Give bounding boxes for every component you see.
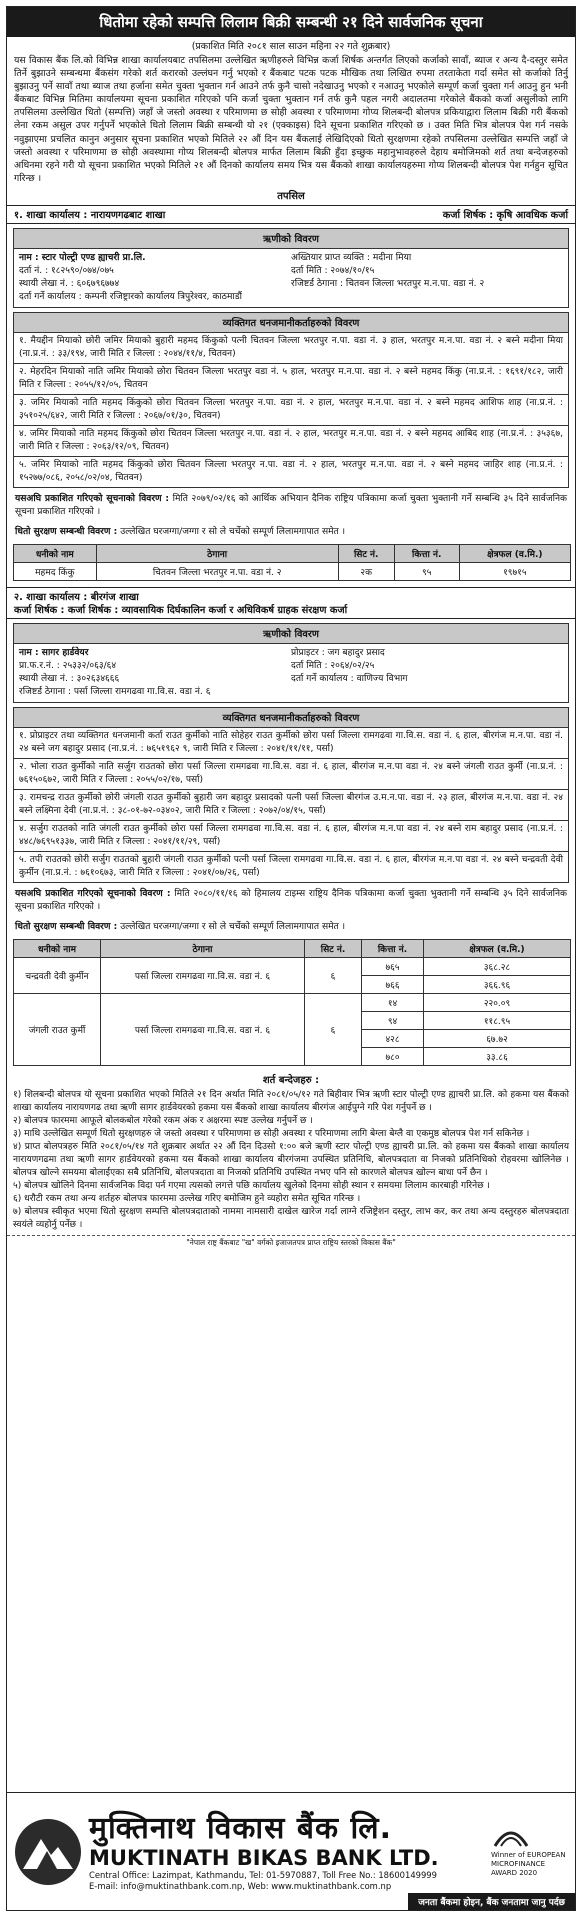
intro-paragraph: यस विकास बैंक लि.को विभिन्न शाखा कार्यालयबाट तपसिलमा उल्लेखित ऋणीहरुले विभिन्न कर्जा शिर्षक अन्तर्गत लिएको कर्जाको सावाँ, ब्याज र अन्य दै-दस्तुर समेत तिर्ने बुझाउने सम्बन्धमा बैंकसंग गरेको शर्त करारको उल्लंघन गर्नु भएको र बैंकबाट पटक पटक मौखिक तथा लिखित रुपमा तरताकेता गर्दा समेत सो कर्जाको तिर्नु बुझाउनु पर्ने सावाँ तथा ब्याज तथा हर्जाना समेत चुक्ता भुक्तान गर्न आउने तर्फ कुनै चासो नदेखाउनु भएको र नआउनु भएकोले सम्पूर्ण कर्जा चुक्ता गर्न आउनु हुन भनी बैंकबाट विभिन्न मितिमा कार्यालयमा सूचना प्रकाशित गरिएको पनि कर्जा चुक्ता भुक्तान गर्न तर्फ कुनै पहल नगरी अदालतमा गरेकोले बैंकको कर्जा असुलीको लागि तपसिलमा उल्लेखित धितो (सम्पत्ति) जहाँ जे जस्तो अवस्था र परिमाणमा छ सोही अवस्था र परिमाणमा गोप्य शिलबन्दी बोलपत्र प्रकियाद्वारा लिलाम बिक्री गरी बैंकको लेना रकम असुल उपर गर्नुपर्ने भएकोले धितो लिलाम बिक्री सम्बन्धी यो २१ (एक्काइस) दिने सूचना प्रकाशित गरिएको छ । उक्त मिति भित्र बोलपत्र पेश गर्न नसके नवुझाएमा प्रचलित कानुन अनुसार सूचना प्रकाशित भएको मितिले २२ औं दिन यस बैंकलाई लेखिदिएको धितो सुरक्षणमा रहेको तपसिलमा उल्लेखित सम्पत्ति जहाँ जे जस्तो अवस्था र परिमाणमा छ सोही अवस्थामा गोप्य शिलबन्दी बोलपत्र मार्फत लिलाम बिक्री हुँदा इच्छुक महानुभावहरुले देहाय बमोजिमको शर्त तथा बन्देजहरुको अधिनमा रहने गरी यो सूचना प्रकाशित भएको मितिले २१ औं दिनको कार्यालय समय भित्र यस बैंकको शाखा कार्यालयहरुमा गोप्य शिलबन्दी बोलपत्र पेश गर्नहुन सूचित गरिन्छ । [14, 55, 568, 184]
col-area: क्षेत्रफल (व.मि.) [459, 544, 570, 562]
table-row [14, 993, 571, 1011]
condition-item: २) बोलपत्र फारममा आफूले बोलकबोल गरेको रकम अंक र अक्षरमा स्पष्ट उल्लेख गर्नुपर्ने छ । [13, 1115, 313, 1126]
loan-type: कर्जा शिर्षक : कर्जा शिर्षक : व्यावसायिक दिर्घकालिन कर्जा र अधिविकर्ष ग्राहक संरक्षण कर्जा [14, 604, 348, 616]
borrower-heading: ऋणीको विवरण [13, 228, 569, 249]
pan-no: स्थायी लेखा नं. : ३०२६३४६६६ [19, 673, 120, 684]
security-label: धितो सुरक्षण सम्बन्धी विवरण : [15, 921, 118, 932]
area: ६७.७२ [424, 1029, 571, 1047]
registration-office: दर्ता गर्ने कार्यालय : वाणिज्य विभाग [291, 673, 408, 684]
guarantor-item: १. प्रोप्राइटर तथा व्यक्तिगत धनजमानी कर्ता राउत कुर्मीको नाति सोहेहर राउत कुर्मीको छोरा पर्सा जिल्ला रामगढवा गा.वि.स. वडा नं. ६ हाल, बीरगंज म.न.पा. वडा नं. २४ बस्ने जग बहादुर प्रसाद (ना.प्र.नं. : ७६५१९६२ ९, जारी मिति र जिल्ला : २०४१/११/११, पर्सा) [13, 728, 569, 759]
pan-no: स्थायी लेखा नं. : ६०६७९६७७४ [19, 278, 120, 289]
bank-name-english: MUKTINATH BIKAS BANK LTD. [89, 1845, 439, 1870]
registration-no: दर्ता नं. : १८२५९०/०७४/०७५ [19, 265, 114, 276]
prior-notice [13, 491, 569, 521]
guarantor-item: ३. रामचन्द्र राउत कुर्मीको छोरी जंगली राउत कुर्मीको बुहारी जग बहादुर प्रसादको पत्नी पर्सा जिल्ला बीरगंज उ.म.न.पा. वडा नं. २३ हाल, बीरगंज म.न.पा. वडा नं. २४ बस्ने लक्ष्मिना देवी (ना.प्र.नं. : ३८-०१-७२-०३४०२, जारी मिति र जिल्ला : २०७२/०४/१५, पर्सा) [13, 790, 569, 821]
condition-item: ३) माथि उल्लेखित सम्पूर्ण धितो सुरक्षणहरु जे जस्तो अवस्था र परिमाणमा छ सोही अवस्था र परिमाणमा लागि बेग्ला बेग्लै वा एकमुष्ठ बोलपत्र पेश गर्न सकिनेछ । [13, 1128, 530, 1139]
guarantor-item: ४. सर्जुग राउतको नाति जंगली राउत कुर्मीको छोरा पर्सा जिल्ला रामगढवा गा.वि.स. वडा नं. ६ हाल, बीरगंज म.न.पा वडा नं. २४ बस्ने राम बहादुर प्रसाद (ना.प्र.नं. : ४४८/७६९५१३३७, जारी मिति र जिल्ला : २०४१/११/२९, पर्सा) [13, 821, 569, 852]
borrower-name: नाम : स्टार पोल्ट्री एण्ड ह्याचरी प्रा.लि. [19, 252, 146, 263]
contact-web: E-mail: info@muktinathbank.com.np, Web: www.muktinathbank.com.np [89, 1880, 392, 1891]
award-icon [491, 1826, 531, 1848]
parcel-no: ७६५ [362, 957, 424, 975]
col-sheet: सिट नं. [338, 544, 394, 562]
collateral-table [13, 544, 571, 581]
col-address: ठेगाना [96, 544, 338, 562]
parcel-no: ४२८ [362, 1029, 424, 1047]
area: १९७१५ [459, 562, 570, 580]
prior-notice-text: मिति २०८०/११/१६ को हिमालय टाइम्स राष्ट्रिय दैनिक पत्रिकामा कर्जा चुक्ता भुक्तानी गर्ने सम्बन्धि ३५ दिने सार्वजनिक सूचना प्रकाशित गरिएको । [15, 888, 567, 912]
condition-item: १) शिलबन्दी बोलपत्र यो सूचना प्रकाशित भएको मितिले २१ दिन अर्थात मिति २०८१/०५/१२ गते बिहीवार भित्र ऋणी स्टार पोल्ट्री एण्ड ह्याचरी प्रा.लि. को हकमा यस बैंकको शाखा कार्यालय नारायणगढ तथा ऋणी सागर हार्डवेयरको हकमा यस बैंकको शाखा कार्यालय बीरगंज आईपुग्ने गरि पेश गर्नुपर्ने छ । [13, 1089, 569, 1113]
parcel-no: ७६६ [362, 975, 424, 993]
tapasil-heading: तपसिल [277, 190, 305, 202]
bank-logo-icon [13, 1817, 83, 1887]
parcel-no: १४ [362, 993, 424, 1011]
bank-identity [83, 1812, 491, 1892]
guarantor-heading: व्यक्तिगत धनजमानीकर्ताहरुको विवरण [13, 707, 569, 728]
area: ११८.९५ [424, 1011, 571, 1029]
prior-notice-label: यसअघि प्रकाशित गरिएको सूचनाको विवरण : [15, 888, 171, 899]
section-header [7, 587, 575, 619]
borrower-details [13, 249, 569, 308]
registered-address: रजिष्टर्ड ठेगाना : पर्सा जिल्ला रामगढवा गा.वि.स. वडा नं. ६ [19, 686, 211, 697]
registration-no: प्रा.फ.र.नं. : २५३३२/०६३/६४ [19, 660, 117, 671]
bank-tagline: जनता बैंकमा होइन, बैंक जनतामा जानु पर्दछ [408, 1893, 575, 1910]
security-text: उल्लेखित घरजग्गा/जग्गा र सो ले चर्चेको सम्पूर्ण लिलामगापात समेत । [120, 921, 346, 932]
parcel-no: ९५ [394, 562, 459, 580]
area: ३६६.९६ [424, 975, 571, 993]
award-badge [491, 1826, 569, 1878]
col-owner: धनीको नाम [14, 939, 101, 957]
section-header [7, 205, 575, 224]
col-owner: धनीको नाम [14, 544, 97, 562]
collateral-table [13, 939, 571, 1066]
col-area: क्षेत्रफल (व.मि.) [424, 939, 571, 957]
proprietor: प्रोप्राइटर : जग बहादुर प्रसाद [291, 647, 385, 658]
bank-name-nepali: मुक्तिनाथ विकास बैंक लि. [89, 1810, 393, 1846]
borrower-heading: ऋणीको विवरण [13, 623, 569, 644]
notice-title: धितोमा रहेको सम्पत्ति लिलाम बिक्री सम्बन्धी २१ दिने सार्वजनिक सूचना [7, 7, 575, 37]
condition-item: ५) बोलपत्र खोलिने दिनमा सार्वजनिक विदा पर्न गएमा त्यसको लगत्ते पछि कार्यालय खुलेको दिनमा सोही स्थान र समयमा लिलाम कारबाही गरिनेछ । [13, 1180, 490, 1191]
table-row [14, 562, 571, 580]
branch-office: २. शाखा कार्यालय : बीरगंज शाखा [14, 591, 139, 603]
guarantor-heading: व्यक्तिगत धनजमानीकर्ताहरुको विवरण [13, 312, 569, 333]
owner-name: महमद किंकु [14, 562, 97, 580]
area: ३६८.२८ [424, 957, 571, 975]
guarantor-item: १. मैयद्दीन मियाको छोरी जमिर मियाको बुहारी महमद किंकुको पत्नी चितवन जिल्ला भरतपुर न.पा. वडा नं. ३ हाल, भरतपुर म.न.पा. वडा नं. २ बस्ने मदीना मिया (ना.प्र.नं. : ३३/१९४, जारी मिति र जिल्ला : २०४४/११/४, चितवन) [13, 333, 569, 364]
parcel-no: ९४ [362, 1011, 424, 1029]
branch-office: १. शाखा कार्यालय : नारायणगढबाट शाखा [14, 209, 166, 221]
borrower-name: नाम : सागर हार्डवेयर [19, 647, 89, 658]
prior-notice [13, 886, 569, 916]
registered-address: रजिष्टर्ड ठेगाना : चितवन जिल्ला भरतपुर म.न.पा. वडा नं. २ [291, 278, 485, 289]
condition-item: ४) प्राप्त बोलपत्रहरु मिति २०८१/०५/१४ गते शुक्रबार अर्थात २२ औं दिन दिउसो १:०० बजे ऋणी स्टार पोल्ट्री एण्ड ह्याचरी प्रा.लि. को हकमा यस बैंकको शाखा कार्यालय नारायणगढमा तथा ऋणी सागर हार्डवेयरको हकमा यस बैंकको शाखा कार्यालय बीरगंजमा उपस्थित प्रतिनिधि, बोलपत्रदाता वा निजको प्रतिनिधिको रोहवरमा खोलिनेछ । बोलपत्र खोल्ने समयमा बोलाईएका सबै प्रतिनिधि, बोलपत्रदाता वा निजको प्रतिनिधि उपस्थित नभए पनि सो कारणले बोलपत्र खोल्न बाधा पर्ने छैन । [13, 1141, 569, 1178]
bank-footer [7, 1792, 575, 1910]
guarantor-item: २. मेहरदिन मियाको नाति जमिर मियाको छोरा चितवन जिल्ला भरतपुर वडा नं. ५ हाल, भरतपुर म.न.पा. वडा नं. २ बस्ने महमद किंकु (ना.प्र.नं. : १६९१/१८२, जारी मिति र जिल्ला : २०५५/१२/०५, चितवन [13, 364, 569, 395]
award-text: Winner of EUROPEAN MICROFINANCE AWARD 2020 [491, 1850, 566, 1877]
central-office: Central Office: Lazimpat, Kathmandu, Tel: 01-5970887, Toll Free No.: 18600149999 [89, 1869, 437, 1880]
loan-type: कर्जा शिर्षक : कृषि आवधिक कर्जा [442, 209, 568, 221]
condition-item: ७) बोलपत्र स्वीकृत भएमा धितो सुरक्षण सम्पत्ति बोलपत्रदाताको नाममा नामसारी दाखेल खारेज गर्दा लाग्ने रजिष्ट्रेशन दस्तुर, लाभ कर, कर तथा अन्य दस्तुरहरु बोलपत्रदाता स्वयंले व्यहोर्नु पर्नेछ । [13, 1206, 569, 1230]
registration-date: दर्ता मिति : २०७४/१०/१५ [291, 265, 375, 276]
owner-address: पर्सा जिल्ला रामगढवा गा.वि.स. वडा नं. ६ [101, 957, 305, 993]
security-details [13, 919, 569, 936]
security-details [13, 524, 569, 541]
sheet-no: २क [338, 562, 394, 580]
sheet-no: ६ [305, 957, 362, 993]
guarantor-item: ५. जमिर मियाको नाति महमद किंकुको छोरा चितवन जिल्ला भरतपुर न.पा. वडा नं. २ हाल, भरतपुर म.न.पा. वडा नं. २ बस्ने महमद जाहिर शाह (ना.प्र.नं. : १५२७७/०८६, २०५८/०२/०४, चितवन) [13, 457, 569, 488]
owner-address: चितवन जिल्ला भरतपुर न.पा. वडा नं. २ [96, 562, 338, 580]
table-row [14, 957, 571, 975]
registration-office: दर्ता गर्ने कार्यालय : कम्पनी रजिष्ट्रारको कार्यालय त्रिपुरेश्वर, काठमाडौं [19, 291, 242, 302]
notice-page [6, 6, 576, 1911]
owner-name: जंगली राउत कुर्मी [14, 993, 101, 1065]
guarantor-item: ३. जमिर मियाको नाति महमद किंकुको छोरा चितवन जिल्ला भरतपुर न.पा. वडा नं. २ हाल, भरतपुर म.न.पा. वडा नं. २ बस्ने महमद आशिफ शाह (ना.प्र.नं. : ३५१०२५/६४२, जारी मिति र जिल्ला : २०६७/०१/३०, चितवन) [13, 395, 569, 426]
guarantor-item: २. भोला राउत कुर्मीको नाति सर्जुग राउतको छोरा पर्सा जिल्ला रामगढवा गा.वि.स. वडा नं. ६ हाल, बीरगंज म.न.पा वडा नं. २४ बस्ने जंगली राउत कुर्मी (ना.प्र.नं. : ७६१५०६७२, जारी मिति र जिल्ला : २०५५/०२/१७, पर्सा) [13, 759, 569, 790]
parcel-no: ७८० [362, 1047, 424, 1065]
owner-address: पर्सा जिल्ला रामगढवा गा.वि.स. वडा नं. ६ [101, 993, 305, 1065]
guarantor-item: ५. तपी राउतको छोरी सर्जुग राउतको बुहारी जंगली राउत कुर्मीको पत्नी पर्सा जिल्ला रामगढवा गा.वि.स. वडा नं. ६ हाल, बीरगंज म.न.पा वडा नं. २४ बस्ने चन्द्रवती देवी कुर्मीन (ना.प्र.नं. : ७६१०६७३, जारी मिति र जिल्ला : २०४१/०७/२६, पर्सा) [13, 852, 569, 883]
col-sheet: सिट नं. [305, 939, 362, 957]
section-1 [7, 205, 575, 581]
borrower-details [13, 644, 569, 703]
prior-notice-text: मिति २०७९/०२/१६ को आर्थिक अभियान दैनिक राष्ट्रिय पत्रिकामा कर्जा चुक्ता भुक्तानी गर्ने सम्बन्धि ३५ दिने सार्वजनिक सूचना प्रकाशित गरिएको । [15, 493, 567, 517]
col-parcel: कित्ता नं. [394, 544, 459, 562]
section-2 [7, 587, 575, 1066]
footnote: "नेपाल राष्ट्र बैंकबाट "ख" वर्गको इजाजतपत्र प्राप्त राष्ट्रिय स्तरको विकास बैंक" [7, 1235, 575, 1248]
condition-item: ६) धरौटी रकम तथा अन्य शर्तहरु बोलपत्र फारममा उल्लेख गरिए बमोजिम हुने व्यहोरा समेत सूचित गरिन्छ । [13, 1193, 361, 1204]
area: २२०.०९ [424, 993, 571, 1011]
publication-date: (प्रकाशित मिति २०८१ साल साउन महिना २२ गते शुक्रबार) [191, 41, 391, 52]
security-text: उल्लेखित घरजग्गा/जग्गा र सो ले चर्चेको सम्पूर्ण लिलामगापात समेत । [120, 526, 346, 537]
conditions-heading: शर्त बन्देजहरु : [262, 1074, 320, 1086]
owner-name: चन्द्रवती देवी कुर्मीन [14, 957, 101, 993]
conditions-list [13, 1089, 569, 1232]
security-label: धितो सुरक्षण सम्बन्धी विवरण : [15, 526, 118, 537]
col-address: ठेगाना [101, 939, 305, 957]
authorized-person: अख्तियार प्राप्त व्यक्ति : मदीना मिया [291, 252, 412, 263]
sheet-no: ६ [305, 993, 362, 1065]
col-parcel: कित्ता नं. [362, 939, 424, 957]
registration-date: दर्ता मिति : २०६४/०२/२५ [291, 660, 375, 671]
guarantor-item: ४. जमिर मियाको नाति महमद किंकुको छोरा चितवन जिल्ला भरतपुर न.पा. वडा नं. २ हाल, भरतपुर म.न.पा. वडा नं. २ बस्ने महमद आबिद शाह (ना.प्र.नं. : ३५३६७, जारी मिति र जिल्ला : २०६३/१२/०९, चितवन) [13, 426, 569, 457]
prior-notice-label: यसअघि प्रकाशित गरिएको सूचनाको विवरण : [15, 493, 170, 504]
area: ३३.८६ [424, 1047, 571, 1065]
